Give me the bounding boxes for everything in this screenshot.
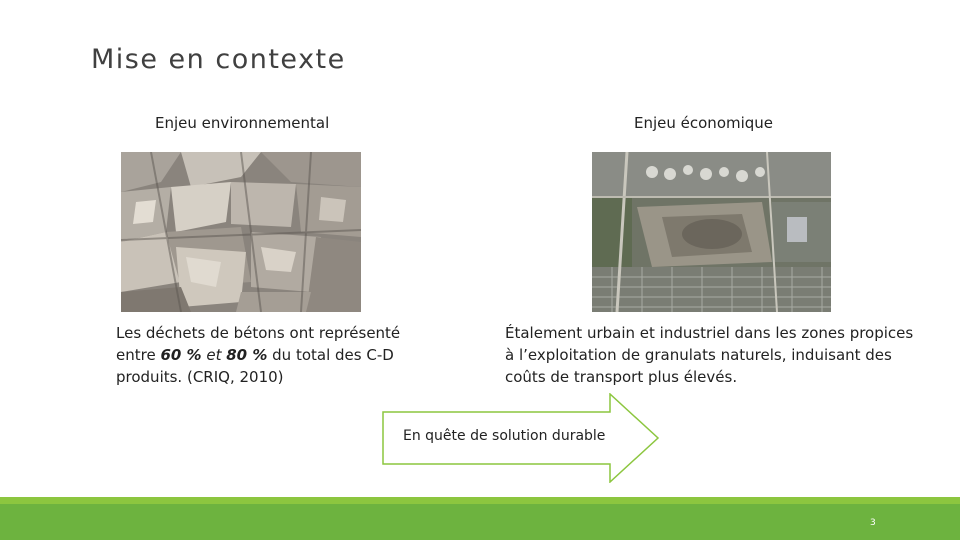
value-80-percent: 80 % xyxy=(226,346,268,364)
economic-text: Étalement urbain et industriel dans les zones propices à l’exploitation de granulats naturels, induisant des coûts de transport plus élevés. xyxy=(505,324,914,386)
concrete-rubble-photo xyxy=(121,152,361,312)
value-60-percent: 60 % xyxy=(160,346,202,364)
footer-accent-bar xyxy=(0,497,960,504)
heading-economic: Enjeu économique xyxy=(634,114,774,132)
footer-bar xyxy=(0,504,960,540)
aerial-quarry-photo xyxy=(592,152,831,312)
arrow-label: En quête de solution durable xyxy=(403,428,606,444)
slide-title: Mise en contexte xyxy=(91,44,346,75)
heading-environmental: Enjeu environnemental xyxy=(155,114,330,132)
environmental-text: Les déchets de bétons ont représenté entre 60 % et 80 % du total des C-D produits. (CRIQ, 2010) xyxy=(116,324,401,386)
page-number: 3 xyxy=(870,518,876,528)
